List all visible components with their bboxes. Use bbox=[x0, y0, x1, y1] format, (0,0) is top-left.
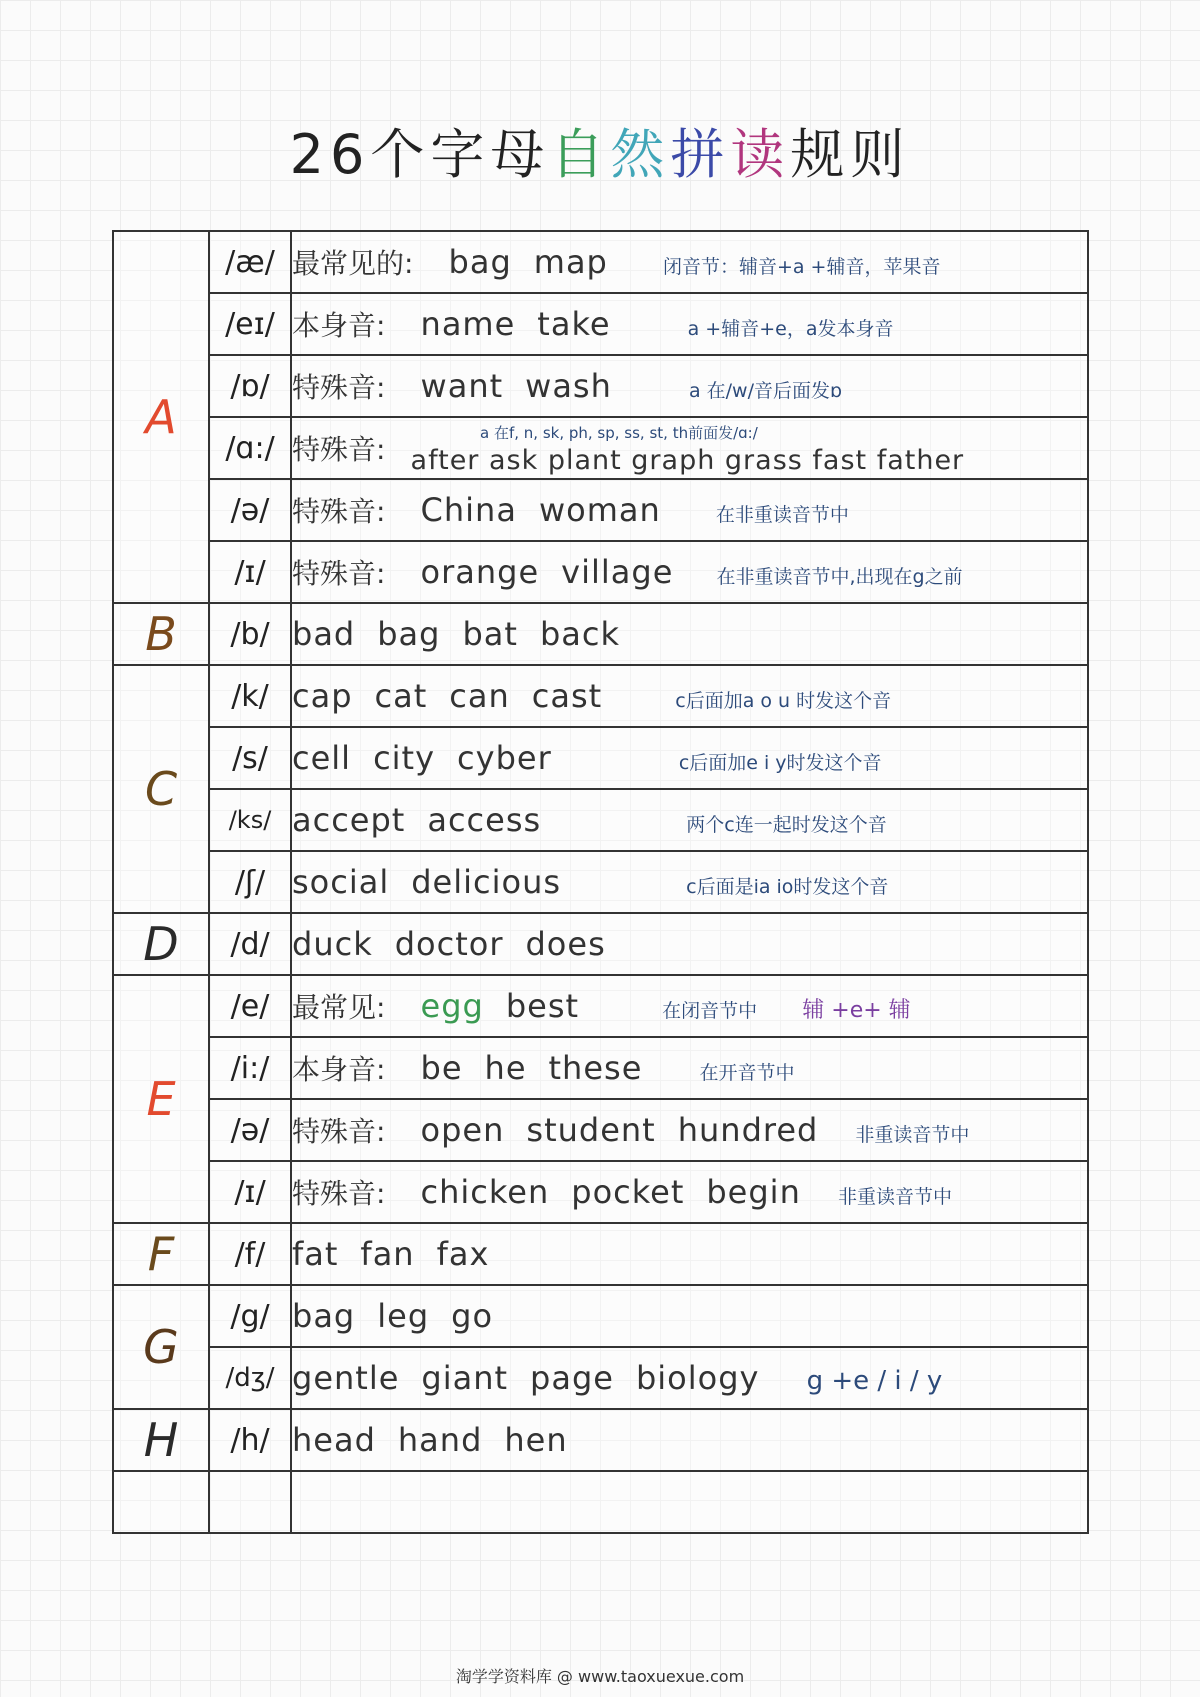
content-cell bbox=[291, 541, 1088, 603]
note: 闭音节：辅音+a +辅音，苹果音 bbox=[662, 256, 941, 278]
ipa-cell: /b/ bbox=[209, 603, 291, 665]
ipa-cell: /h/ bbox=[209, 1409, 291, 1471]
note: 辅 +e+ 辅 bbox=[802, 998, 911, 1023]
ipa-cell: /k/ bbox=[209, 665, 291, 727]
word: leg bbox=[377, 1297, 430, 1335]
word: open bbox=[420, 1111, 505, 1149]
word: delicious bbox=[411, 863, 562, 901]
content-cell bbox=[291, 479, 1088, 541]
ipa-cell: /ə/ bbox=[209, 479, 291, 541]
table-row bbox=[113, 913, 1088, 975]
letter-cell: D bbox=[113, 913, 209, 975]
word: chicken bbox=[420, 1173, 550, 1211]
content-cell bbox=[291, 1037, 1088, 1099]
content-cell bbox=[291, 355, 1088, 417]
ipa-cell: /ɪ/ bbox=[209, 541, 291, 603]
table-row bbox=[113, 603, 1088, 665]
table-row bbox=[113, 975, 1088, 1037]
table-row bbox=[113, 1409, 1088, 1471]
word: cast bbox=[531, 677, 603, 715]
table-row bbox=[113, 1161, 1088, 1223]
word: China bbox=[420, 491, 517, 529]
word: map bbox=[533, 243, 608, 281]
empty-cell bbox=[291, 1471, 1088, 1533]
word: accept bbox=[292, 801, 406, 839]
page-title bbox=[0, 112, 1200, 189]
letter-cell: F bbox=[113, 1223, 209, 1285]
word: duck bbox=[292, 925, 373, 963]
word: gentle bbox=[292, 1359, 400, 1397]
word: wash bbox=[525, 367, 612, 405]
content-cell bbox=[291, 1223, 1088, 1285]
word: access bbox=[427, 801, 542, 839]
content-cell bbox=[291, 727, 1088, 789]
content-cell bbox=[291, 293, 1088, 355]
title-char: 然 bbox=[610, 123, 671, 186]
ipa-cell: /f/ bbox=[209, 1223, 291, 1285]
word: back bbox=[539, 615, 620, 653]
table-row bbox=[113, 1471, 1088, 1533]
label: 特殊音: bbox=[292, 495, 386, 528]
word: woman bbox=[538, 491, 661, 529]
ipa-cell: /i:/ bbox=[209, 1037, 291, 1099]
word: orange bbox=[420, 553, 540, 591]
content-cell bbox=[291, 1099, 1088, 1161]
note: c后面是ia io时发这个音 bbox=[686, 876, 889, 898]
letter-cell: G bbox=[113, 1285, 209, 1409]
word: bag bbox=[448, 243, 512, 281]
title-char: 自 bbox=[550, 123, 611, 186]
ipa-cell: /ə/ bbox=[209, 1099, 291, 1161]
footer-watermark: 淘学学资料库 @ www.taoxuexue.com bbox=[455, 1667, 745, 1686]
word: be bbox=[420, 1049, 463, 1087]
word: does bbox=[525, 925, 606, 963]
word: cyber bbox=[457, 739, 552, 777]
word: student bbox=[526, 1111, 656, 1149]
phonics-table bbox=[112, 230, 1089, 1534]
word: name bbox=[420, 305, 516, 343]
title-char: 规则 bbox=[790, 123, 911, 186]
content-cell bbox=[291, 913, 1088, 975]
word: hand bbox=[397, 1421, 483, 1459]
ipa-cell: /g/ bbox=[209, 1285, 291, 1347]
note: a +辅音+e，a发本身音 bbox=[687, 318, 894, 340]
note: 两个c连一起时发这个音 bbox=[686, 814, 887, 836]
empty-cell bbox=[113, 1471, 209, 1533]
label: 最常见: bbox=[292, 991, 386, 1024]
table-row bbox=[113, 541, 1088, 603]
title-char: 读 bbox=[730, 123, 791, 186]
ipa-cell: /ks/ bbox=[209, 789, 291, 851]
ipa-cell: /e/ bbox=[209, 975, 291, 1037]
content-cell bbox=[291, 665, 1088, 727]
label: 本身音: bbox=[292, 1053, 386, 1086]
word: head bbox=[292, 1421, 376, 1459]
word-list: after ask plant graph grass fast father bbox=[410, 445, 965, 476]
table-row bbox=[113, 231, 1088, 293]
table-row bbox=[113, 851, 1088, 913]
table-row bbox=[113, 293, 1088, 355]
table-row bbox=[113, 417, 1088, 479]
word: bad bbox=[292, 615, 356, 653]
word: he bbox=[484, 1049, 527, 1087]
letter-cell: E bbox=[113, 975, 209, 1223]
content-cell bbox=[291, 417, 1088, 479]
table-row bbox=[113, 355, 1088, 417]
label: 特殊音: bbox=[292, 557, 386, 590]
word: cap bbox=[292, 677, 353, 715]
word: biology bbox=[635, 1359, 760, 1397]
ipa-cell: /ɒ/ bbox=[209, 355, 291, 417]
ipa-cell: /ʃ/ bbox=[209, 851, 291, 913]
content-cell bbox=[291, 851, 1088, 913]
word: best bbox=[505, 987, 580, 1025]
label: 最常见的: bbox=[292, 247, 414, 280]
table-row bbox=[113, 789, 1088, 851]
word: city bbox=[373, 739, 436, 777]
word: doctor bbox=[394, 925, 504, 963]
word: social bbox=[292, 863, 390, 901]
label: 本身音: bbox=[292, 309, 386, 342]
word: fat bbox=[292, 1235, 339, 1273]
word: can bbox=[449, 677, 510, 715]
title-char: 拼 bbox=[670, 123, 731, 186]
note: c后面加a o u 时发这个音 bbox=[675, 690, 892, 712]
content-cell bbox=[291, 1347, 1088, 1409]
table-row bbox=[113, 1037, 1088, 1099]
title-text: 26个字母 bbox=[289, 123, 551, 186]
word: bat bbox=[462, 615, 518, 653]
content-cell bbox=[291, 603, 1088, 665]
word: want bbox=[420, 367, 504, 405]
word: hen bbox=[504, 1421, 568, 1459]
note: 在非重读音节中,出现在g之前 bbox=[716, 566, 963, 588]
content-cell bbox=[291, 1409, 1088, 1471]
ipa-cell: /s/ bbox=[209, 727, 291, 789]
note: 在开音节中 bbox=[699, 1062, 795, 1084]
word: hundred bbox=[677, 1111, 819, 1149]
word: cell bbox=[292, 739, 352, 777]
letter-cell: H bbox=[113, 1409, 209, 1471]
word: go bbox=[451, 1297, 494, 1335]
small-note: a 在f, n, sk, ph, sp, ss, st, th前面发/ɑ:/ bbox=[480, 424, 758, 442]
content-cell bbox=[291, 789, 1088, 851]
word: cat bbox=[374, 677, 428, 715]
label: 特殊音: bbox=[292, 371, 386, 404]
table-row bbox=[113, 1099, 1088, 1161]
ipa-cell: /eɪ/ bbox=[209, 293, 291, 355]
table-row bbox=[113, 1285, 1088, 1347]
empty-cell bbox=[209, 1471, 291, 1533]
content-cell bbox=[291, 1285, 1088, 1347]
ipa-cell: /dʒ/ bbox=[209, 1347, 291, 1409]
word: fax bbox=[436, 1235, 490, 1273]
table-row bbox=[113, 479, 1088, 541]
table-row bbox=[113, 665, 1088, 727]
table-row bbox=[113, 1223, 1088, 1285]
content-cell bbox=[291, 231, 1088, 293]
letter-cell: B bbox=[113, 603, 209, 665]
note: 非重读音节中 bbox=[837, 1186, 952, 1208]
table-row bbox=[113, 1347, 1088, 1409]
note: a 在/w/音后面发ɒ bbox=[688, 380, 843, 402]
label: 特殊音: bbox=[292, 1177, 386, 1210]
note: 在非重读音节中 bbox=[715, 504, 849, 526]
label: 特殊音: bbox=[292, 433, 386, 466]
note: 非重读音节中 bbox=[855, 1124, 970, 1146]
ipa-cell: /æ/ bbox=[209, 231, 291, 293]
word: giant bbox=[421, 1359, 509, 1397]
table-row bbox=[113, 727, 1088, 789]
ipa-cell: /ɑ:/ bbox=[209, 417, 291, 479]
letter-cell: A bbox=[113, 231, 209, 603]
letter-cell: C bbox=[113, 665, 209, 913]
word: pocket bbox=[571, 1173, 685, 1211]
word: page bbox=[530, 1359, 614, 1397]
word: bag bbox=[377, 615, 441, 653]
content-cell bbox=[291, 975, 1088, 1037]
word: these bbox=[548, 1049, 643, 1087]
word: begin bbox=[706, 1173, 801, 1211]
word: egg bbox=[420, 987, 484, 1025]
word: village bbox=[561, 553, 674, 591]
note: g +e / i / y bbox=[806, 1366, 943, 1396]
word: take bbox=[537, 305, 611, 343]
label: 特殊音: bbox=[292, 1115, 386, 1148]
word: bag bbox=[292, 1297, 356, 1335]
note: 在闭音节中 bbox=[662, 1000, 758, 1022]
ipa-cell: /d/ bbox=[209, 913, 291, 975]
content-cell bbox=[291, 1161, 1088, 1223]
ipa-cell: /ɪ/ bbox=[209, 1161, 291, 1223]
word: fan bbox=[360, 1235, 415, 1273]
note: c后面加e i y时发这个音 bbox=[678, 752, 882, 774]
